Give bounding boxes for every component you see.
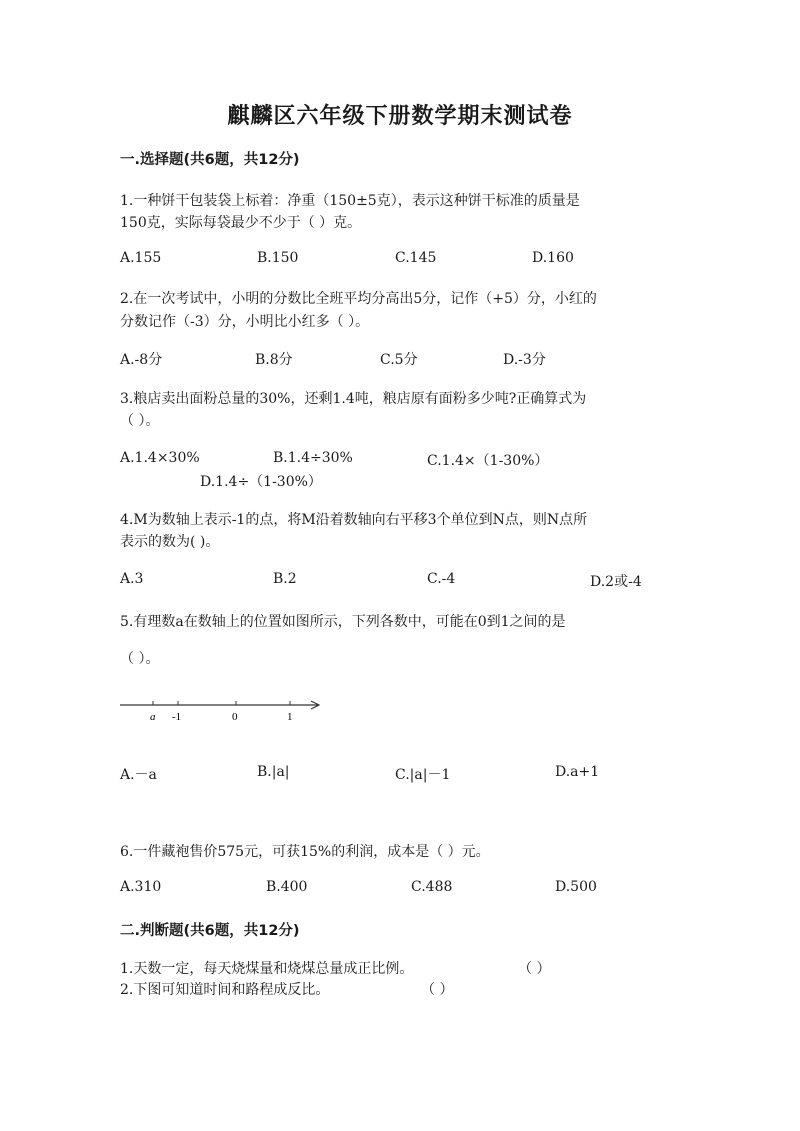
- q1-option-b: B.150: [257, 250, 299, 266]
- number-line-label-neg1: -1: [172, 711, 182, 723]
- judge-item-2-paren: （ ）: [421, 982, 454, 998]
- q6-option-d: D.500: [555, 879, 597, 895]
- q2-option-b: B.8分: [255, 352, 293, 368]
- q6-option-c: C.488: [411, 879, 453, 895]
- q1-option-a: A.155: [120, 250, 162, 266]
- q2-option-d: D.-3分: [503, 352, 546, 368]
- number-line-figure: [118, 696, 328, 730]
- q4-option-b: B.2: [273, 571, 297, 587]
- question-5-line-1: 5.有理数a在数轴上的位置如图所示，下列各数中，可能在0到1之间的是: [120, 614, 566, 630]
- question-2-line-1: 2.在一次考试中，小明的分数比全班平均分高出5分，记作（+5）分，小红的: [120, 291, 597, 307]
- q5-option-b: B.|a|: [257, 764, 290, 780]
- q3-option-c: C.1.4×（1-30%）: [427, 453, 549, 469]
- section-heading-choice: 一.选择题(共6题，共12分): [120, 152, 300, 168]
- number-line-label-1: 1: [287, 711, 293, 723]
- q3-option-d: D.1.4÷（1-30%）: [200, 474, 322, 490]
- question-2-line-2: 分数记作（-3）分，小明比小红多（ ）。: [120, 314, 370, 330]
- q4-option-d: D.2或-4: [590, 574, 642, 590]
- question-6-line-1: 6.一件藏袍售价575元，可获15%的利润，成本是（ ）元。: [120, 844, 490, 860]
- question-1-line-2: 150克，实际每袋最少不少于（ ）克。: [120, 215, 362, 231]
- number-line-label-0: 0: [232, 711, 238, 723]
- q1-option-d: D.160: [532, 250, 574, 266]
- q1-option-c: C.145: [395, 250, 437, 266]
- q3-option-b: B.1.4÷30%: [273, 450, 353, 466]
- question-5-line-2: （ ）。: [120, 651, 160, 667]
- judge-item-1-text: 1.天数一定，每天烧煤量和烧煤总量成正比例。: [120, 961, 414, 977]
- question-1-line-1: 1.一种饼干包装袋上标着：净重（150±5克），表示这种饼干标准的质量是: [120, 193, 580, 209]
- section-heading-judgement: 二.判断题(共6题，共12分): [120, 923, 300, 939]
- question-3-line-2: （ ）。: [120, 413, 160, 429]
- question-4-line-2: 表示的数为( )。: [120, 534, 220, 550]
- question-3-line-1: 3.粮店卖出面粉总量的30%，还剩1.4吨，粮店原有面粉多少吨?正确算式为: [120, 391, 587, 407]
- judge-item-2-text: 2.下图可知道时间和路程成反比。: [120, 982, 330, 998]
- q4-option-c: C.-4: [427, 571, 456, 587]
- q6-option-b: B.400: [266, 879, 308, 895]
- q6-option-a: A.310: [120, 879, 162, 895]
- page-title: 麒麟区六年级下册数学期末测试卷: [227, 104, 573, 129]
- question-4-line-1: 4.M为数轴上表示-1的点，将M沿着数轴向右平移3个单位到N点，则N点所: [120, 512, 588, 528]
- q5-option-d: D.a+1: [555, 764, 600, 780]
- q5-option-c: C.|a|－1: [395, 767, 451, 783]
- judge-item-1-paren: （ ）: [518, 961, 551, 977]
- q4-option-a: A.3: [120, 571, 144, 587]
- q3-option-a: A.1.4×30%: [120, 450, 200, 466]
- q2-option-a: A.-8分: [120, 352, 163, 368]
- q2-option-c: C.5分: [380, 352, 418, 368]
- q5-option-a: A.－a: [120, 767, 157, 783]
- number-line-label-a: a: [150, 711, 156, 723]
